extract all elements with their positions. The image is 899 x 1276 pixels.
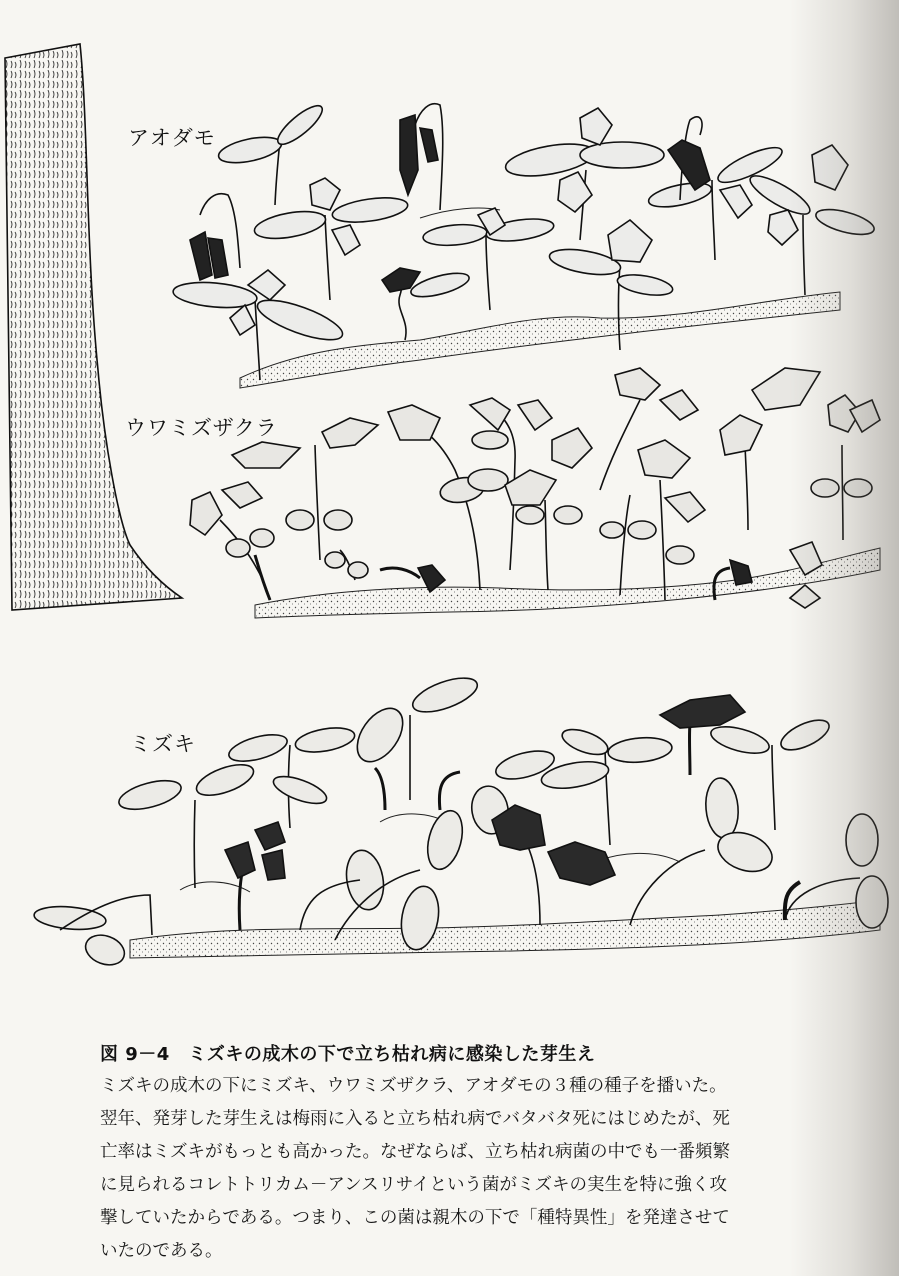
uwamizuzakura-seedlings [190, 368, 880, 600]
figure-caption-title: 図 9－4 ミズキの成木の下で立ち枯れ病に感染した芽生え [100, 1044, 596, 1065]
caption-line: 撃していたからである。つまり、この菌は親木の下で「種特異性」を発達させて [100, 1208, 730, 1228]
caption-line: ミズキの成木の下にミズキ、ウワミズザクラ、アオダモの３種の種子を播いた。 [100, 1076, 727, 1096]
ground-uwamizuzakura [255, 548, 880, 618]
caption-line: に見られるコレトトリカム－アンスリサイという菌がミズキの実生を特に強く攻 [100, 1175, 728, 1195]
caption-line: いたのである。 [100, 1241, 223, 1261]
caption-line: 翌年、発芽した芽生えは梅雨に入ると立ち枯れ病でバタバタ死にはじめたが、死 [100, 1109, 730, 1129]
caption-line: 亡率はミズキがもっとも高かった。なぜならば、立ち枯れ病菌の中でも一番頻繁 [100, 1142, 730, 1162]
species-label-mizuki: ミズキ [130, 732, 196, 756]
figure-caption-body [100, 1070, 820, 1268]
species-label-aodamo: アオダモ [128, 126, 216, 150]
species-label-uwamizuzakura: ウワミズザクラ [125, 416, 278, 440]
